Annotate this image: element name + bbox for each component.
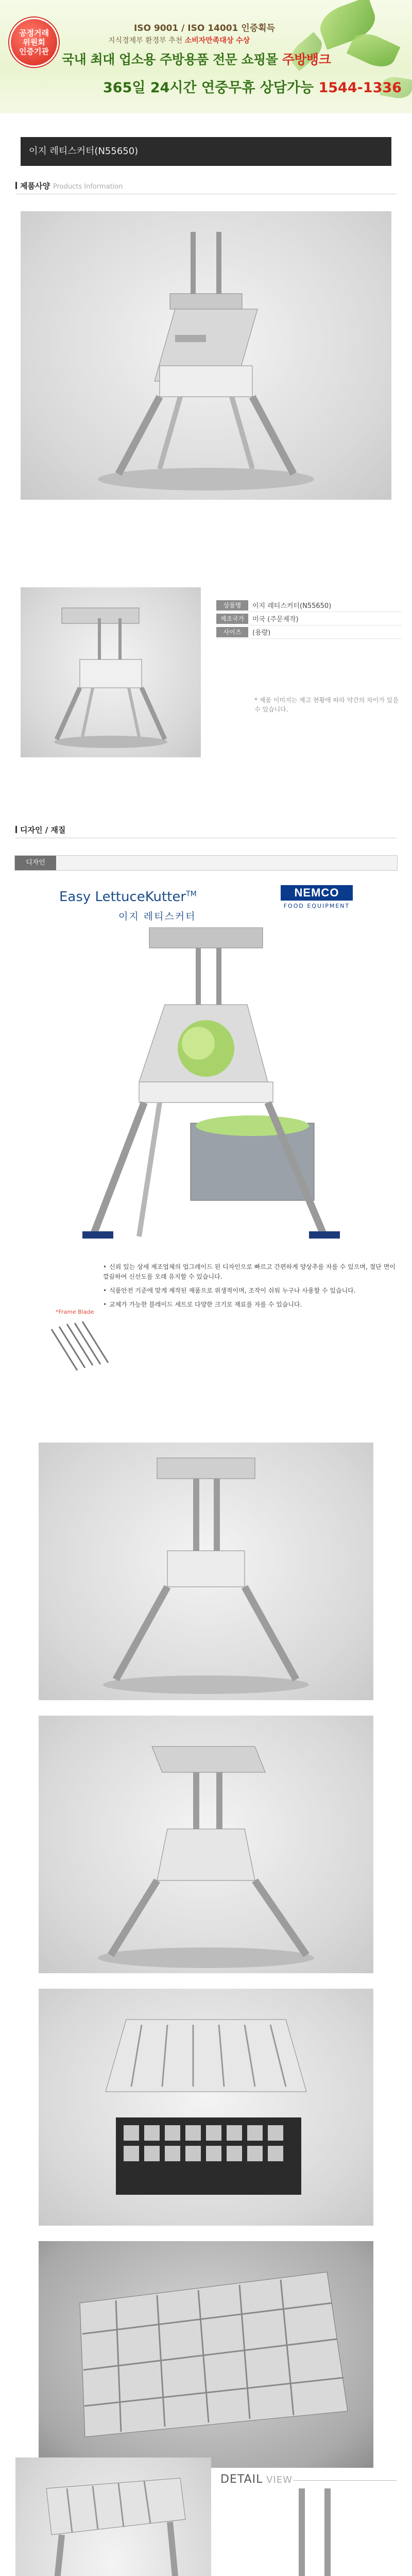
front-view	[39, 1443, 373, 1700]
brand-title: Easy LettuceKutter™	[59, 889, 197, 905]
grid-closeup	[39, 2241, 373, 2468]
award-line: 지식경제부 환경부 추천 소비자만족대상 수상	[108, 37, 250, 45]
detail-photo-right	[221, 2488, 397, 2576]
feature-item: • 신뢰 있는 상세 제조업체의 업그레이드 된 디자인으로 빠르고 간편하게 양상추를 자를 수 있으며, 절단 면이 깔끔하여 신선도를 오래 유지할 수 있습니다.	[103, 1262, 402, 1282]
design-heading: 디자인 / 재질	[15, 824, 65, 835]
tab-design[interactable]: 디자인	[15, 856, 56, 870]
blade-closeup	[39, 1989, 373, 2226]
nemco-logo: NEMCO FOOD EQUIPMENT	[281, 885, 353, 912]
certified-badge: 공정거래 위원회 인증기관	[9, 18, 59, 67]
detail-photo-left	[15, 2458, 211, 2576]
lettuce-cutter-with-lettuce	[62, 927, 350, 1247]
spec-row: 제조국가 미국 (주문제작)	[216, 612, 402, 625]
slogan: 국내 최대 업소용 주방용품 전문 쇼핑몰 주방뱅크	[62, 52, 331, 67]
feature-list	[103, 1262, 402, 1314]
heading-marker	[15, 182, 17, 189]
spec-row: 상품명 이지 레티스커터(N55650)	[216, 599, 402, 612]
image-note: * 제품 이미지는 재고 현황에 따라 약간의 차이가 있을 수 있습니다.	[254, 697, 399, 713]
product-photo-main	[21, 211, 391, 500]
product-photo-with-lettuce	[62, 927, 350, 1247]
product-title-bar: 이지 레티스커터(N55650)	[21, 137, 391, 166]
angle-view	[39, 1716, 373, 1973]
product-info-heading: 제품사양 Products Information	[15, 180, 123, 191]
lettuce-cutter-thumbnail	[21, 587, 201, 757]
detail-heading: DETAIL VIEW	[220, 2473, 293, 2486]
detail-right	[221, 2488, 397, 2576]
brand-subtitle: 이지 레티스커터	[118, 911, 196, 922]
blade-caption: *Frame Blade	[56, 1309, 94, 1315]
hotline[interactable]: 365일 24시간 연중무휴 상담가능 1544-1336	[103, 80, 402, 96]
header-banner	[0, 0, 412, 113]
iso-certification: ISO 9001 / ISO 14001 인증획득	[134, 23, 275, 33]
feature-item: • 교체가 가능한 블레이드 세트로 다양한 크기로 재료를 자를 수 있습니다.	[103, 1300, 402, 1310]
design-tab-bar	[14, 855, 398, 871]
blade-grid-icon	[46, 1319, 113, 1376]
feature-item: • 식품안전 기준에 맞게 제작된 제품으로 위생적이며, 조작이 쉬워 누구나 사용할 수 있습니다.	[103, 1286, 402, 1296]
product-photo-small	[21, 587, 201, 757]
product-photo-blade	[39, 1989, 373, 2226]
product-photo-angle	[39, 1716, 373, 1973]
blade-photo	[46, 1319, 113, 1376]
product-photo-front	[39, 1443, 373, 1700]
divider	[294, 2480, 397, 2481]
heading-marker	[15, 826, 17, 833]
lettuce-cutter-illustration	[21, 211, 391, 500]
detail-left	[15, 2458, 211, 2576]
product-photo-grid	[39, 2241, 373, 2468]
spec-table	[216, 599, 402, 639]
spec-row: 사이즈 (용량)	[216, 625, 402, 639]
